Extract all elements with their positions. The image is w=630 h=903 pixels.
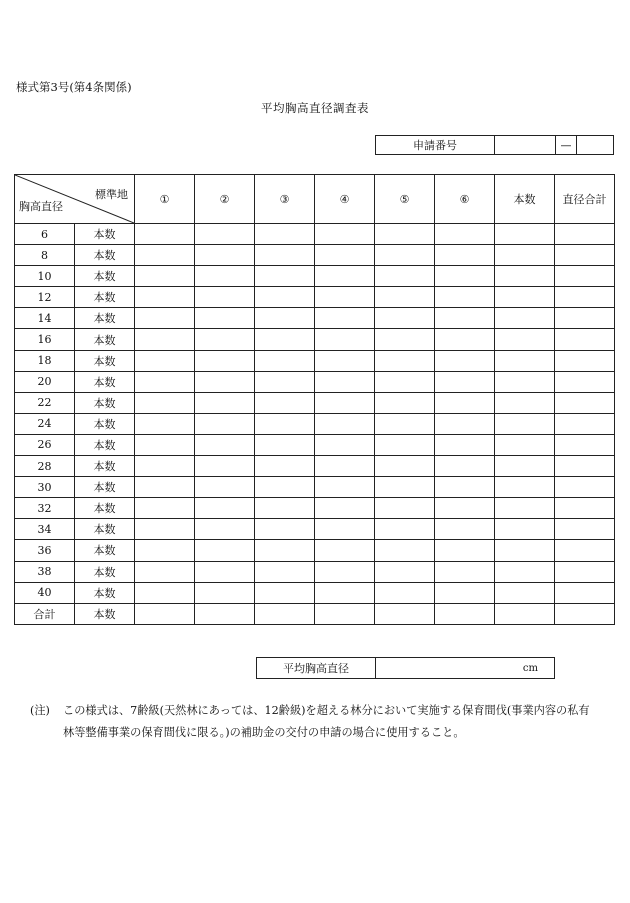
diameter-cell: 22 <box>15 392 75 413</box>
unit-cell: 本数 <box>75 434 135 455</box>
diameter-survey-table <box>14 174 615 625</box>
entry-cell[interactable] <box>195 603 255 624</box>
entry-cell[interactable] <box>135 456 195 477</box>
unit-cell: 本数 <box>75 603 135 624</box>
entry-cell[interactable] <box>495 266 555 287</box>
entry-cell[interactable] <box>195 540 255 561</box>
table-row <box>15 582 615 603</box>
entry-cell[interactable] <box>375 371 435 392</box>
entry-cell[interactable] <box>375 224 435 245</box>
unit-cell: 本数 <box>75 456 135 477</box>
unit-cell: 本数 <box>75 287 135 308</box>
entry-cell[interactable] <box>495 582 555 603</box>
entry-cell[interactable] <box>195 477 255 498</box>
entry-cell[interactable] <box>315 287 375 308</box>
diameter-cell: 18 <box>15 350 75 371</box>
table-row <box>15 392 615 413</box>
diameter-cell: 34 <box>15 519 75 540</box>
unit-cell: 本数 <box>75 266 135 287</box>
entry-cell[interactable] <box>135 224 195 245</box>
unit-cell: 本数 <box>75 392 135 413</box>
diameter-cell: 16 <box>15 329 75 350</box>
entry-cell[interactable] <box>195 308 255 329</box>
entry-cell[interactable] <box>195 350 255 371</box>
unit-cell: 本数 <box>75 477 135 498</box>
entry-cell[interactable] <box>555 371 615 392</box>
entry-cell[interactable] <box>555 308 615 329</box>
diameter-cell: 20 <box>15 371 75 392</box>
entry-cell[interactable] <box>255 498 315 519</box>
entry-cell[interactable] <box>555 224 615 245</box>
entry-cell[interactable] <box>195 245 255 266</box>
entry-cell[interactable] <box>135 392 195 413</box>
table-row <box>15 371 615 392</box>
entry-cell[interactable] <box>495 224 555 245</box>
application-number-field-1[interactable] <box>495 136 556 155</box>
unit-cell: 本数 <box>75 329 135 350</box>
diameter-cell: 合計 <box>15 603 75 624</box>
entry-cell[interactable] <box>375 561 435 582</box>
table-row <box>15 540 615 561</box>
entry-cell[interactable] <box>435 603 495 624</box>
unit-cell: 本数 <box>75 498 135 519</box>
entry-cell[interactable] <box>435 329 495 350</box>
entry-cell[interactable] <box>135 266 195 287</box>
entry-cell[interactable] <box>375 392 435 413</box>
entry-cell[interactable] <box>135 434 195 455</box>
entry-cell[interactable] <box>255 561 315 582</box>
entry-cell[interactable] <box>435 413 495 434</box>
unit-cell: 本数 <box>75 224 135 245</box>
footnote <box>30 700 620 744</box>
entry-cell[interactable] <box>495 308 555 329</box>
entry-cell[interactable] <box>375 456 435 477</box>
entry-cell[interactable] <box>195 287 255 308</box>
table-row <box>15 434 615 455</box>
entry-cell[interactable] <box>495 540 555 561</box>
entry-cell[interactable] <box>375 350 435 371</box>
entry-cell[interactable] <box>555 456 615 477</box>
entry-cell[interactable] <box>315 224 375 245</box>
application-number-label: 申請番号 <box>376 136 495 155</box>
average-diameter-label: 平均胸高直径 <box>257 658 376 679</box>
column-header: ⑥ <box>435 175 495 224</box>
diameter-cell: 40 <box>15 582 75 603</box>
column-header: ⑤ <box>375 175 435 224</box>
diameter-cell: 36 <box>15 540 75 561</box>
entry-cell[interactable] <box>315 350 375 371</box>
entry-cell[interactable] <box>195 266 255 287</box>
form-number: 様式第3号(第4条関係) <box>16 80 132 94</box>
entry-cell[interactable] <box>555 561 615 582</box>
entry-cell[interactable] <box>375 498 435 519</box>
entry-cell[interactable] <box>375 519 435 540</box>
corner-header <box>15 175 135 224</box>
entry-cell[interactable] <box>435 582 495 603</box>
column-header: ② <box>195 175 255 224</box>
table-row <box>15 603 615 624</box>
page-title: 平均胸高直径調査表 <box>261 101 369 115</box>
entry-cell[interactable] <box>555 413 615 434</box>
table-row <box>15 456 615 477</box>
column-header: ③ <box>255 175 315 224</box>
entry-cell[interactable] <box>495 413 555 434</box>
entry-cell[interactable] <box>375 266 435 287</box>
corner-label-diameter: 胸高直径 <box>19 200 63 213</box>
unit-cell: 本数 <box>75 540 135 561</box>
entry-cell[interactable] <box>375 477 435 498</box>
column-header: 直径合計 <box>555 175 615 224</box>
entry-cell[interactable] <box>195 456 255 477</box>
entry-cell[interactable] <box>255 329 315 350</box>
unit-cell: 本数 <box>75 371 135 392</box>
diameter-cell: 6 <box>15 224 75 245</box>
entry-cell[interactable] <box>435 456 495 477</box>
entry-cell[interactable] <box>435 392 495 413</box>
table-row <box>15 308 615 329</box>
entry-cell[interactable] <box>195 561 255 582</box>
entry-cell[interactable] <box>315 434 375 455</box>
entry-cell[interactable] <box>255 224 315 245</box>
application-number-table <box>375 135 614 155</box>
average-diameter-field[interactable] <box>376 658 555 679</box>
entry-cell[interactable] <box>375 287 435 308</box>
diameter-cell: 12 <box>15 287 75 308</box>
entry-cell[interactable] <box>375 603 435 624</box>
unit-cell: 本数 <box>75 519 135 540</box>
unit-cell: 本数 <box>75 582 135 603</box>
entry-cell[interactable] <box>135 603 195 624</box>
entry-cell[interactable] <box>315 413 375 434</box>
application-number-field-2[interactable] <box>577 136 614 155</box>
entry-cell[interactable] <box>255 392 315 413</box>
entry-cell[interactable] <box>435 287 495 308</box>
entry-cell[interactable] <box>255 540 315 561</box>
entry-cell[interactable] <box>435 266 495 287</box>
entry-cell[interactable] <box>315 477 375 498</box>
entry-cell[interactable] <box>435 308 495 329</box>
note-line-1: この様式は、7齢級(天然林にあっては、12齢級)を超える林分において実施する保育間伐(事業内容の私有 <box>63 704 590 717</box>
table-header-row <box>15 175 615 224</box>
entry-cell[interactable] <box>135 519 195 540</box>
entry-cell[interactable] <box>555 392 615 413</box>
entry-cell[interactable] <box>315 540 375 561</box>
table-row <box>15 266 615 287</box>
entry-cell[interactable] <box>555 350 615 371</box>
note-mark: (注) <box>30 704 50 717</box>
column-header: ④ <box>315 175 375 224</box>
entry-cell[interactable] <box>255 371 315 392</box>
entry-cell[interactable] <box>315 456 375 477</box>
application-number-dash: — <box>556 136 577 155</box>
entry-cell[interactable] <box>315 308 375 329</box>
entry-cell[interactable] <box>195 329 255 350</box>
entry-cell[interactable] <box>315 582 375 603</box>
entry-cell[interactable] <box>555 287 615 308</box>
entry-cell[interactable] <box>555 540 615 561</box>
table-row <box>15 329 615 350</box>
table-row <box>15 350 615 371</box>
entry-cell[interactable] <box>495 603 555 624</box>
entry-cell[interactable] <box>375 329 435 350</box>
entry-cell[interactable] <box>495 329 555 350</box>
entry-cell[interactable] <box>255 308 315 329</box>
entry-cell[interactable] <box>135 540 195 561</box>
entry-cell[interactable] <box>435 245 495 266</box>
entry-cell[interactable] <box>435 477 495 498</box>
entry-cell[interactable] <box>135 477 195 498</box>
entry-cell[interactable] <box>435 350 495 371</box>
diameter-cell: 26 <box>15 434 75 455</box>
unit-cell: 本数 <box>75 350 135 371</box>
entry-cell[interactable] <box>555 329 615 350</box>
entry-cell[interactable] <box>255 350 315 371</box>
entry-cell[interactable] <box>135 498 195 519</box>
entry-cell[interactable] <box>195 434 255 455</box>
entry-cell[interactable] <box>555 477 615 498</box>
entry-cell[interactable] <box>435 224 495 245</box>
entry-cell[interactable] <box>315 603 375 624</box>
entry-cell[interactable] <box>135 371 195 392</box>
entry-cell[interactable] <box>315 371 375 392</box>
entry-cell[interactable] <box>555 498 615 519</box>
entry-cell[interactable] <box>435 434 495 455</box>
entry-cell[interactable] <box>255 477 315 498</box>
entry-cell[interactable] <box>315 498 375 519</box>
entry-cell[interactable] <box>255 582 315 603</box>
entry-cell[interactable] <box>135 582 195 603</box>
corner-label-plot: 標準地 <box>95 188 128 201</box>
entry-cell[interactable] <box>375 540 435 561</box>
entry-cell[interactable] <box>135 245 195 266</box>
entry-cell[interactable] <box>195 371 255 392</box>
entry-cell[interactable] <box>495 287 555 308</box>
entry-cell[interactable] <box>495 519 555 540</box>
entry-cell[interactable] <box>315 329 375 350</box>
table-row <box>15 519 615 540</box>
entry-cell[interactable] <box>555 434 615 455</box>
column-header: ① <box>135 175 195 224</box>
entry-cell[interactable] <box>135 329 195 350</box>
table-row <box>15 498 615 519</box>
table-row <box>15 477 615 498</box>
average-diameter-table <box>256 657 555 679</box>
entry-cell[interactable] <box>495 434 555 455</box>
entry-cell[interactable] <box>375 413 435 434</box>
entry-cell[interactable] <box>435 540 495 561</box>
entry-cell[interactable] <box>435 498 495 519</box>
entry-cell[interactable] <box>555 603 615 624</box>
entry-cell[interactable] <box>495 498 555 519</box>
entry-cell[interactable] <box>195 519 255 540</box>
diameter-cell: 24 <box>15 413 75 434</box>
entry-cell[interactable] <box>555 582 615 603</box>
entry-cell[interactable] <box>435 519 495 540</box>
diameter-cell: 38 <box>15 561 75 582</box>
entry-cell[interactable] <box>195 582 255 603</box>
entry-cell[interactable] <box>315 392 375 413</box>
entry-cell[interactable] <box>495 561 555 582</box>
entry-cell[interactable] <box>555 266 615 287</box>
entry-cell[interactable] <box>375 245 435 266</box>
entry-cell[interactable] <box>255 603 315 624</box>
entry-cell[interactable] <box>135 350 195 371</box>
table-row <box>15 224 615 245</box>
entry-cell[interactable] <box>495 392 555 413</box>
diameter-cell: 28 <box>15 456 75 477</box>
diameter-cell: 30 <box>15 477 75 498</box>
unit-cell: 本数 <box>75 245 135 266</box>
entry-cell[interactable] <box>255 456 315 477</box>
entry-cell[interactable] <box>435 371 495 392</box>
entry-cell[interactable] <box>135 308 195 329</box>
entry-cell[interactable] <box>555 519 615 540</box>
entry-cell[interactable] <box>495 350 555 371</box>
entry-cell[interactable] <box>195 498 255 519</box>
entry-cell[interactable] <box>255 245 315 266</box>
entry-cell[interactable] <box>375 434 435 455</box>
diameter-cell: 32 <box>15 498 75 519</box>
entry-cell[interactable] <box>255 434 315 455</box>
entry-cell[interactable] <box>375 308 435 329</box>
entry-cell[interactable] <box>495 245 555 266</box>
unit-label: cm <box>522 662 538 674</box>
entry-cell[interactable] <box>315 519 375 540</box>
entry-cell[interactable] <box>255 413 315 434</box>
unit-cell: 本数 <box>75 413 135 434</box>
unit-cell: 本数 <box>75 561 135 582</box>
entry-cell[interactable] <box>135 413 195 434</box>
entry-cell[interactable] <box>255 287 315 308</box>
entry-cell[interactable] <box>195 392 255 413</box>
diameter-cell: 8 <box>15 245 75 266</box>
entry-cell[interactable] <box>195 413 255 434</box>
entry-cell[interactable] <box>555 245 615 266</box>
entry-cell[interactable] <box>495 477 555 498</box>
entry-cell[interactable] <box>135 561 195 582</box>
entry-cell[interactable] <box>375 582 435 603</box>
diameter-cell: 14 <box>15 308 75 329</box>
entry-cell[interactable] <box>435 561 495 582</box>
diameter-cell: 10 <box>15 266 75 287</box>
table-row <box>15 245 615 266</box>
note-line-2: 林等整備事業の保育間伐に限る。)の補助金の交付の申請の場合に使用すること。 <box>63 726 465 739</box>
table-row <box>15 413 615 434</box>
entry-cell[interactable] <box>495 371 555 392</box>
entry-cell[interactable] <box>195 224 255 245</box>
entry-cell[interactable] <box>495 456 555 477</box>
table-row <box>15 287 615 308</box>
table-row <box>15 561 615 582</box>
entry-cell[interactable] <box>255 519 315 540</box>
column-header: 本数 <box>495 175 555 224</box>
entry-cell[interactable] <box>315 266 375 287</box>
unit-cell: 本数 <box>75 308 135 329</box>
entry-cell[interactable] <box>255 266 315 287</box>
entry-cell[interactable] <box>315 245 375 266</box>
entry-cell[interactable] <box>315 561 375 582</box>
entry-cell[interactable] <box>135 287 195 308</box>
